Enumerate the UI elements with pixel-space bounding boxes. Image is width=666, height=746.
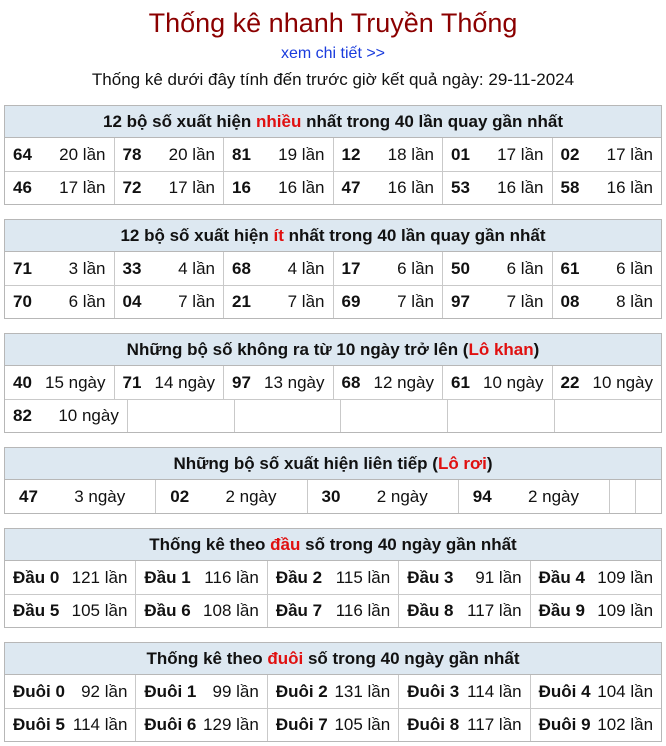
heading-highlight: Lô rơi [437, 454, 487, 473]
occurrence-count: 99 lần [212, 681, 259, 701]
occurrence-count: 92 lần [81, 681, 128, 701]
heading-text: ) [533, 340, 540, 359]
lottery-number: 40 [13, 372, 32, 392]
table-row [5, 399, 661, 432]
stat-cell [333, 252, 443, 285]
heading-highlight: Lô khan [468, 340, 534, 359]
stat-cell [333, 366, 443, 399]
lottery-number: 33 [122, 258, 142, 278]
most-frequent-heading [5, 106, 661, 138]
stat-cell [5, 709, 135, 741]
stat-cell [530, 561, 661, 594]
occurrence-count: 16 lần [497, 178, 544, 197]
lottery-number: 02 [170, 486, 190, 506]
stat-cell [398, 675, 529, 708]
stat-cell [114, 252, 224, 285]
stat-cell [552, 286, 662, 318]
lottery-number: 68 [341, 372, 361, 392]
tail-digit-heading [5, 643, 661, 675]
lottery-number: 12 [341, 144, 361, 164]
day-count: 13 ngày [264, 372, 325, 392]
lottery-number: 17 [341, 258, 361, 278]
day-count: 2 ngày [527, 486, 579, 506]
occurrence-count: 6 lần [68, 292, 106, 311]
occurrence-count: 131 lần [334, 681, 391, 701]
occurrence-count: 102 lần [597, 715, 654, 734]
lottery-number: 46 [13, 178, 32, 197]
table-row [5, 480, 661, 513]
occurrence-count: 116 lần [204, 567, 259, 587]
lottery-number: 61 [451, 372, 470, 392]
stat-cell [135, 709, 266, 741]
result-date: 29-11-2024 [488, 70, 575, 89]
occurrence-count: 16 lần [387, 178, 434, 197]
stat-cell [442, 286, 552, 318]
lottery-number: 04 [122, 292, 142, 311]
empty-cell [340, 400, 447, 432]
occurrence-count: 8 lần [616, 292, 653, 311]
stat-cell [267, 675, 398, 708]
lottery-number: 47 [19, 486, 38, 506]
stat-cell [398, 595, 529, 627]
tail-digit-table [4, 642, 662, 742]
stat-cell [442, 366, 552, 399]
lottery-number: 82 [13, 406, 32, 425]
stat-cell [5, 138, 114, 171]
day-count: 14 ngày [154, 372, 215, 392]
empty-cell [127, 400, 234, 432]
table-row [5, 594, 661, 627]
occurrence-count: 129 lần [203, 715, 259, 734]
stat-cell [552, 366, 662, 399]
occurrence-count: 20 lần [168, 144, 215, 164]
stat-cell [333, 286, 443, 318]
occurrence-count: 105 lần [71, 601, 128, 620]
occurrence-count: 109 lần [597, 601, 654, 620]
lottery-number: 81 [232, 144, 251, 164]
day-count: 2 ngày [225, 486, 277, 506]
stat-cell [333, 172, 443, 204]
lottery-number: 22 [560, 372, 580, 392]
least-frequent-heading [5, 220, 661, 252]
lo-roi-table [4, 447, 662, 514]
heading-text: Thống kê theo [149, 535, 271, 554]
stat-cell [223, 252, 333, 285]
occurrence-count: 17 lần [59, 178, 106, 197]
occurrence-count: 109 lần [597, 567, 654, 587]
lottery-number: 64 [13, 144, 32, 164]
heading-highlight: đuôi [267, 649, 304, 668]
occurrence-count: 115 lần [335, 567, 391, 587]
empty-cell [635, 480, 661, 513]
heading-text: số trong 40 ngày gần nhất [300, 535, 517, 554]
stat-cell [552, 172, 662, 204]
digit-label: Đuôi 5 [13, 715, 65, 734]
stat-cell [135, 595, 266, 627]
table-row [5, 171, 661, 204]
lottery-number: 71 [13, 258, 32, 278]
stat-cell [442, 252, 552, 285]
lottery-number: 21 [232, 292, 251, 311]
heading-text: Những bộ số không ra từ 10 ngày trở lên ( [126, 340, 469, 359]
lottery-number: 97 [232, 372, 251, 392]
empty-cell [609, 480, 635, 513]
digit-label: Đầu 4 [538, 567, 585, 587]
stat-cell [5, 286, 114, 318]
lottery-number: 72 [122, 178, 142, 197]
stat-cell [530, 709, 661, 741]
least-frequent-table [4, 219, 662, 319]
occurrence-count: 7 lần [506, 292, 544, 311]
heading-text: 12 bộ số xuất hiện [102, 112, 257, 131]
lottery-number: 08 [560, 292, 580, 311]
digit-label: Đầu 8 [407, 601, 454, 620]
digit-label: Đầu 2 [275, 567, 323, 587]
empty-cell [447, 400, 554, 432]
table-row [5, 285, 661, 318]
lottery-number: 47 [341, 178, 361, 197]
occurrence-count: 6 lần [397, 258, 434, 278]
digit-label: Đuôi 4 [538, 681, 591, 701]
stat-cell [223, 138, 333, 171]
stat-cell [5, 172, 114, 204]
heading-text: nhất trong 40 lần quay gần nhất [283, 226, 546, 245]
occurrence-count: 108 lần [203, 601, 259, 620]
occurrence-count: 19 lần [278, 144, 325, 164]
lottery-number: 30 [321, 486, 341, 506]
stat-cell [223, 286, 333, 318]
stat-cell [398, 561, 529, 594]
heading-text: Những bộ số xuất hiện liên tiếp ( [173, 454, 438, 473]
stat-cell [5, 561, 135, 594]
table-row [5, 561, 661, 594]
occurrence-count: 6 lần [616, 258, 653, 278]
occurrence-count: 6 lần [506, 258, 544, 278]
stat-cell [114, 286, 224, 318]
table-row [5, 138, 661, 171]
day-count: 12 ngày [373, 372, 434, 392]
occurrence-count: 18 lần [387, 144, 434, 164]
day-count: 3 ngày [74, 486, 126, 506]
stat-cell [5, 400, 127, 432]
stat-cell [267, 595, 398, 627]
lottery-number: 61 [560, 258, 580, 278]
occurrence-count: 7 lần [397, 292, 434, 311]
occurrence-count: 4 lần [178, 258, 215, 278]
day-count: 15 ngày [45, 372, 106, 392]
stat-cell [155, 480, 306, 513]
day-count: 2 ngày [376, 486, 428, 506]
table-row [5, 708, 661, 741]
stat-cell [267, 561, 398, 594]
lottery-number: 58 [560, 178, 580, 197]
empty-cell [554, 400, 661, 432]
digit-label: Đuôi 3 [407, 681, 460, 701]
view-details-link[interactable]: xem chi tiết >> [280, 45, 386, 62]
occurrence-count: 4 lần [287, 258, 325, 278]
day-count: 10 ngày [592, 372, 653, 392]
digit-label: Đuôi 8 [407, 715, 460, 734]
table-row [5, 366, 661, 399]
heading-text: ) [486, 454, 493, 473]
heading-highlight: ít [273, 226, 284, 245]
lottery-number: 50 [451, 258, 470, 278]
heading-highlight: nhiều [256, 112, 302, 131]
stat-cell [552, 138, 662, 171]
lottery-number: 97 [451, 292, 470, 311]
digit-label: Đuôi 0 [13, 681, 65, 701]
lottery-number: 02 [560, 144, 580, 164]
occurrence-count: 114 lần [72, 715, 128, 734]
digit-label: Đuôi 1 [144, 681, 197, 701]
stat-cell [530, 595, 661, 627]
lottery-number: 53 [451, 178, 470, 197]
stat-cell [442, 172, 552, 204]
stat-cell [223, 172, 333, 204]
most-frequent-table [4, 105, 662, 205]
stat-cell [135, 675, 266, 708]
occurrence-count: 16 lần [606, 178, 653, 197]
occurrence-count: 121 lần [71, 567, 128, 587]
occurrence-count: 117 lần [467, 715, 522, 734]
digit-label: Đầu 5 [13, 601, 60, 620]
digit-label: Đầu 3 [407, 567, 454, 587]
head-digit-table [4, 528, 662, 628]
occurrence-count: 20 lần [59, 144, 106, 164]
stat-cell [458, 480, 609, 513]
occurrence-count: 116 lần [335, 601, 391, 620]
page-title: Thống kê nhanh Truyền Thống [148, 8, 518, 38]
digit-label: Đuôi 2 [275, 681, 328, 701]
stat-cell [5, 366, 114, 399]
table-row [5, 675, 661, 708]
digit-label: Đầu 9 [538, 601, 585, 620]
day-count: 10 ngày [483, 372, 544, 392]
heading-text: số trong 40 ngày gần nhất [303, 649, 520, 668]
lottery-number: 94 [472, 486, 492, 506]
occurrence-count: 105 lần [334, 715, 391, 734]
lottery-number: 68 [232, 258, 251, 278]
stat-cell [398, 709, 529, 741]
occurrence-count: 104 lần [597, 681, 654, 701]
heading-text: nhất trong 40 lần quay gần nhất [301, 112, 564, 131]
stat-cell [114, 366, 224, 399]
lo-khan-table [4, 333, 662, 433]
occurrence-count: 17 lần [606, 144, 653, 164]
digit-label: Đầu 1 [144, 567, 191, 587]
stat-cell [114, 172, 224, 204]
occurrence-count: 17 lần [497, 144, 544, 164]
lottery-number: 70 [13, 292, 32, 311]
occurrence-count: 3 lần [68, 258, 106, 278]
stat-cell [307, 480, 458, 513]
occurrence-count: 16 lần [278, 178, 325, 197]
stat-cell [442, 138, 552, 171]
day-count: 10 ngày [58, 406, 119, 425]
digit-label: Đầu 6 [144, 601, 191, 620]
heading-text: 12 bộ số xuất hiện [120, 226, 274, 245]
stat-cell [5, 675, 135, 708]
digit-label: Đuôi 9 [538, 715, 591, 734]
occurrence-count: 17 lần [168, 178, 215, 197]
table-row [5, 252, 661, 285]
occurrence-count: 114 lần [467, 681, 522, 701]
digit-label: Đầu 7 [275, 601, 323, 620]
digit-label: Đầu 0 [13, 567, 60, 587]
date-note [0, 69, 666, 91]
stat-cell [223, 366, 333, 399]
stat-cell [135, 561, 266, 594]
stat-cell [5, 480, 155, 513]
empty-cell [234, 400, 341, 432]
lo-khan-heading [5, 334, 661, 366]
stat-cell [333, 138, 443, 171]
digit-label: Đuôi 6 [144, 715, 197, 734]
stat-cell [552, 252, 662, 285]
lottery-number: 01 [451, 144, 470, 164]
lottery-number: 71 [122, 372, 142, 392]
stat-cell [530, 675, 661, 708]
occurrence-count: 117 lần [467, 601, 522, 620]
lottery-number: 16 [232, 178, 251, 197]
heading-highlight: đầu [270, 535, 301, 554]
heading-text: Thống kê theo [146, 649, 268, 668]
stat-cell [5, 252, 114, 285]
occurrence-count: 7 lần [178, 292, 215, 311]
lottery-number: 69 [341, 292, 361, 311]
head-digit-heading [5, 529, 661, 561]
digit-label: Đuôi 7 [275, 715, 328, 734]
lottery-number: 78 [122, 144, 142, 164]
stat-cell [5, 595, 135, 627]
lo-roi-heading [5, 448, 661, 480]
occurrence-count: 91 lần [475, 567, 522, 587]
stat-cell [114, 138, 224, 171]
occurrence-count: 7 lần [287, 292, 325, 311]
stat-cell [267, 709, 398, 741]
date-note-prefix: Thống kê dưới đây tính đến trước giờ kết quả ngày: [91, 70, 484, 89]
